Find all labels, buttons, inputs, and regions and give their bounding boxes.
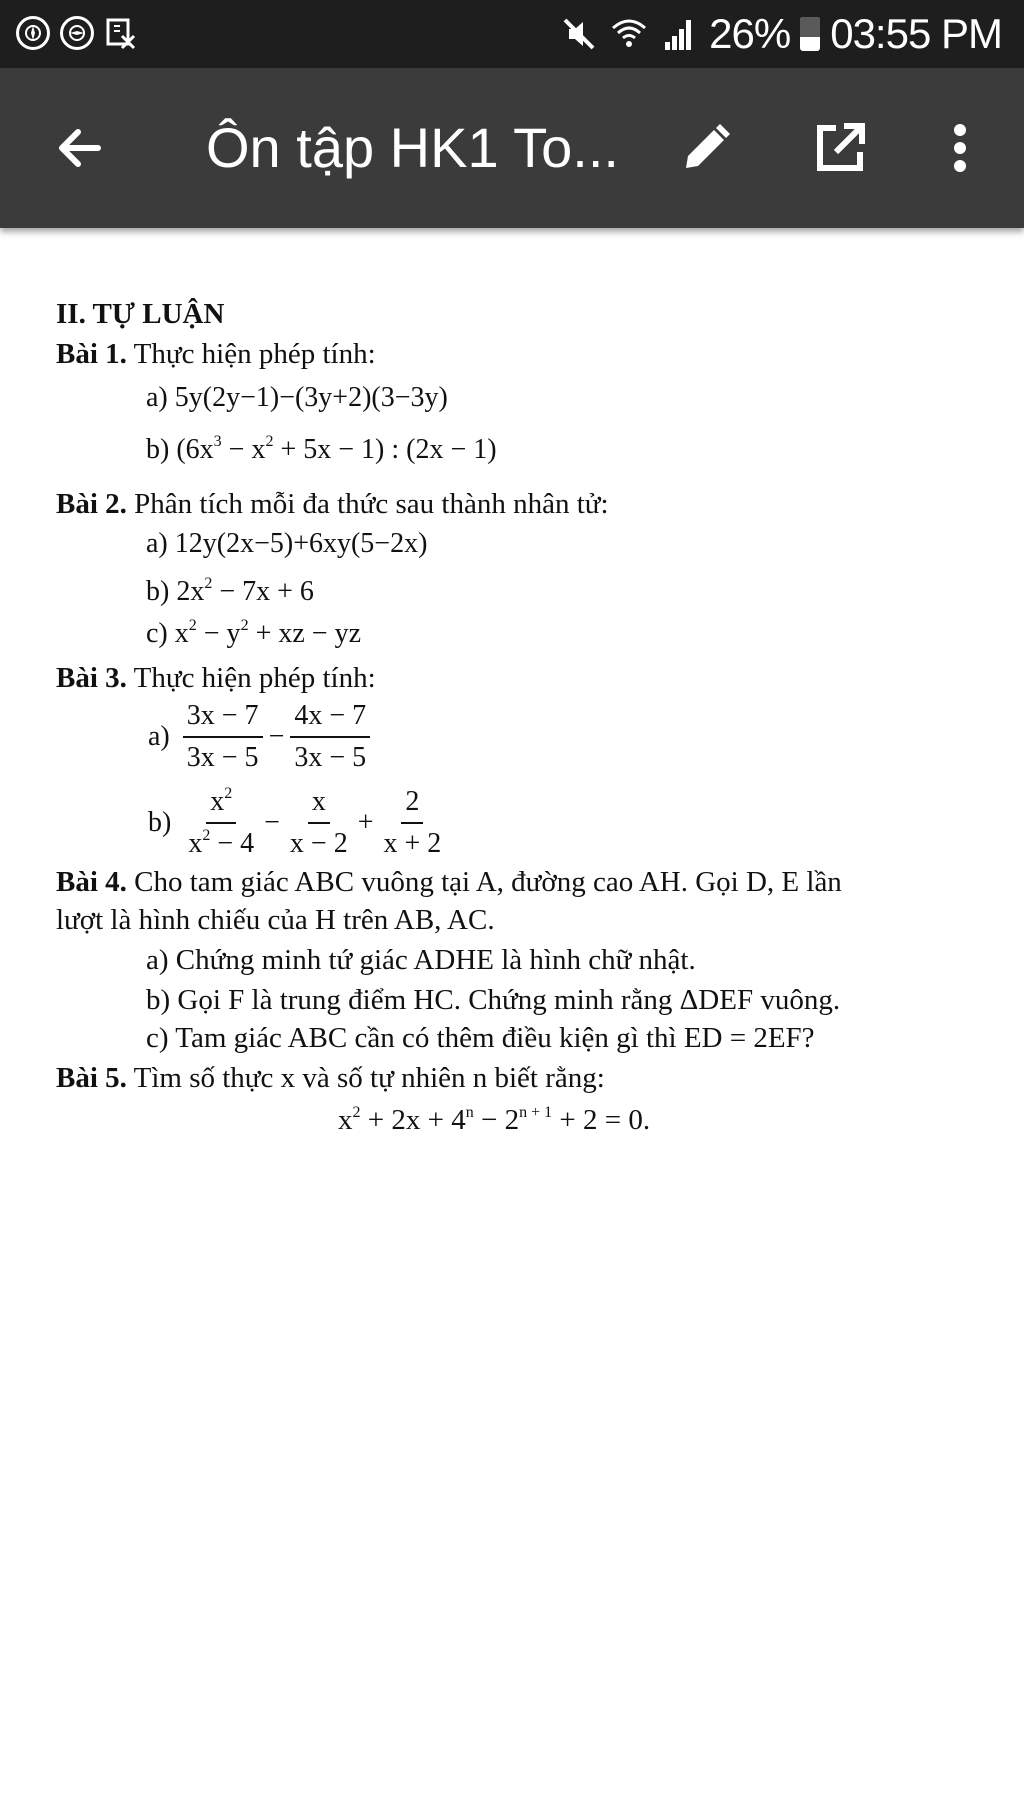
page-title: Ôn tập HK1 To... [206,116,619,179]
bai5-equation: $x^2 + 2x + 4^n - 2^{n + 1} + 2 = 0$. [338,1104,651,1136]
bai4-heading [56,864,842,900]
bai3-label: Bài 3. [56,662,127,694]
bai1-label: Bài 1. [56,338,127,370]
battery-icon [800,17,820,51]
bai4-text-cont: lượt là hình chiếu của H trên AB, AC. [56,904,495,936]
wifi-icon [609,14,649,54]
bai3-a: a) $\frac{3x - 7}{3x - 5}$ − $\frac{4x - 7}{3x - 5}$ [146,700,374,774]
app-bar [0,68,1024,228]
status-bar [0,0,1024,68]
bai2-b: b) $2x^2 - 7x + 6$ [146,575,314,607]
more-vert-icon [945,118,975,178]
bai3-b: b) $\frac{x^2}{x^2 - 4}$ − $\frac{x}{x - 2}$ + $\frac{2}{x + 2}$ [148,785,442,859]
bai4-label: Bài 4. [56,866,127,898]
app-notification-icon [60,16,94,50]
bai3-heading [56,660,376,696]
bai5-label: Bài 5. [56,1062,127,1094]
bai4-text: Cho tam giác ABC vuông tại A, đường cao AH. Gọi D, E lần [126,866,842,898]
bai2-text: Phân tích mỗi đa thức sau thành nhân tử: [126,488,609,520]
app-notification-icon [16,16,50,50]
back-arrow-icon [52,120,108,176]
section-title: II. TỰ LUẬN [56,298,225,330]
edit-button[interactable] [666,108,746,188]
bai1-text: Thực hiện phép tính: [126,338,376,370]
open-external-button[interactable] [800,108,880,188]
bai2-c: c) $x^2 - y^2$ + xz − yz [146,617,361,649]
battery-percent: 26% [709,10,791,57]
bai1-a: a) 5y(2y−1)−(3y+2)(3−3y) [146,382,448,413]
bai3-text: Thực hiện phép tính: [126,662,376,694]
bai4-b: b) Gọi F là trung điểm HC. Chứng minh rằng ΔDEF vuông. [146,984,841,1016]
bai2-a: a) 12y(2x−5)+6xy(5−2x) [146,528,428,559]
bai2-heading [56,486,609,522]
edit-pencil-icon [676,118,736,178]
open-external-icon [810,118,870,178]
clock: 03:55 PM [830,10,1002,57]
more-options-button[interactable] [920,108,1000,188]
signal-icon [659,14,699,54]
back-button[interactable] [40,108,120,188]
bai5-text: Tìm số thực x và số tự nhiên n biết rằng: [126,1062,605,1094]
bai1-b: b) $(6x^3 - x^2 + 5x - 1)$ : (2x − 1) [146,433,497,465]
bai4-a: a) Chứng minh tứ giác ADHE là hình chữ nhật. [146,944,696,976]
bai2-label: Bài 2. [56,488,127,520]
bai1-heading [56,336,376,372]
rx-icon [104,16,138,50]
bai4-c: c) Tam giác ABC cần có thêm điều kiện gì thì ED = 2EF? [146,1022,815,1054]
mute-icon [559,14,599,54]
bai5-heading [56,1060,605,1096]
